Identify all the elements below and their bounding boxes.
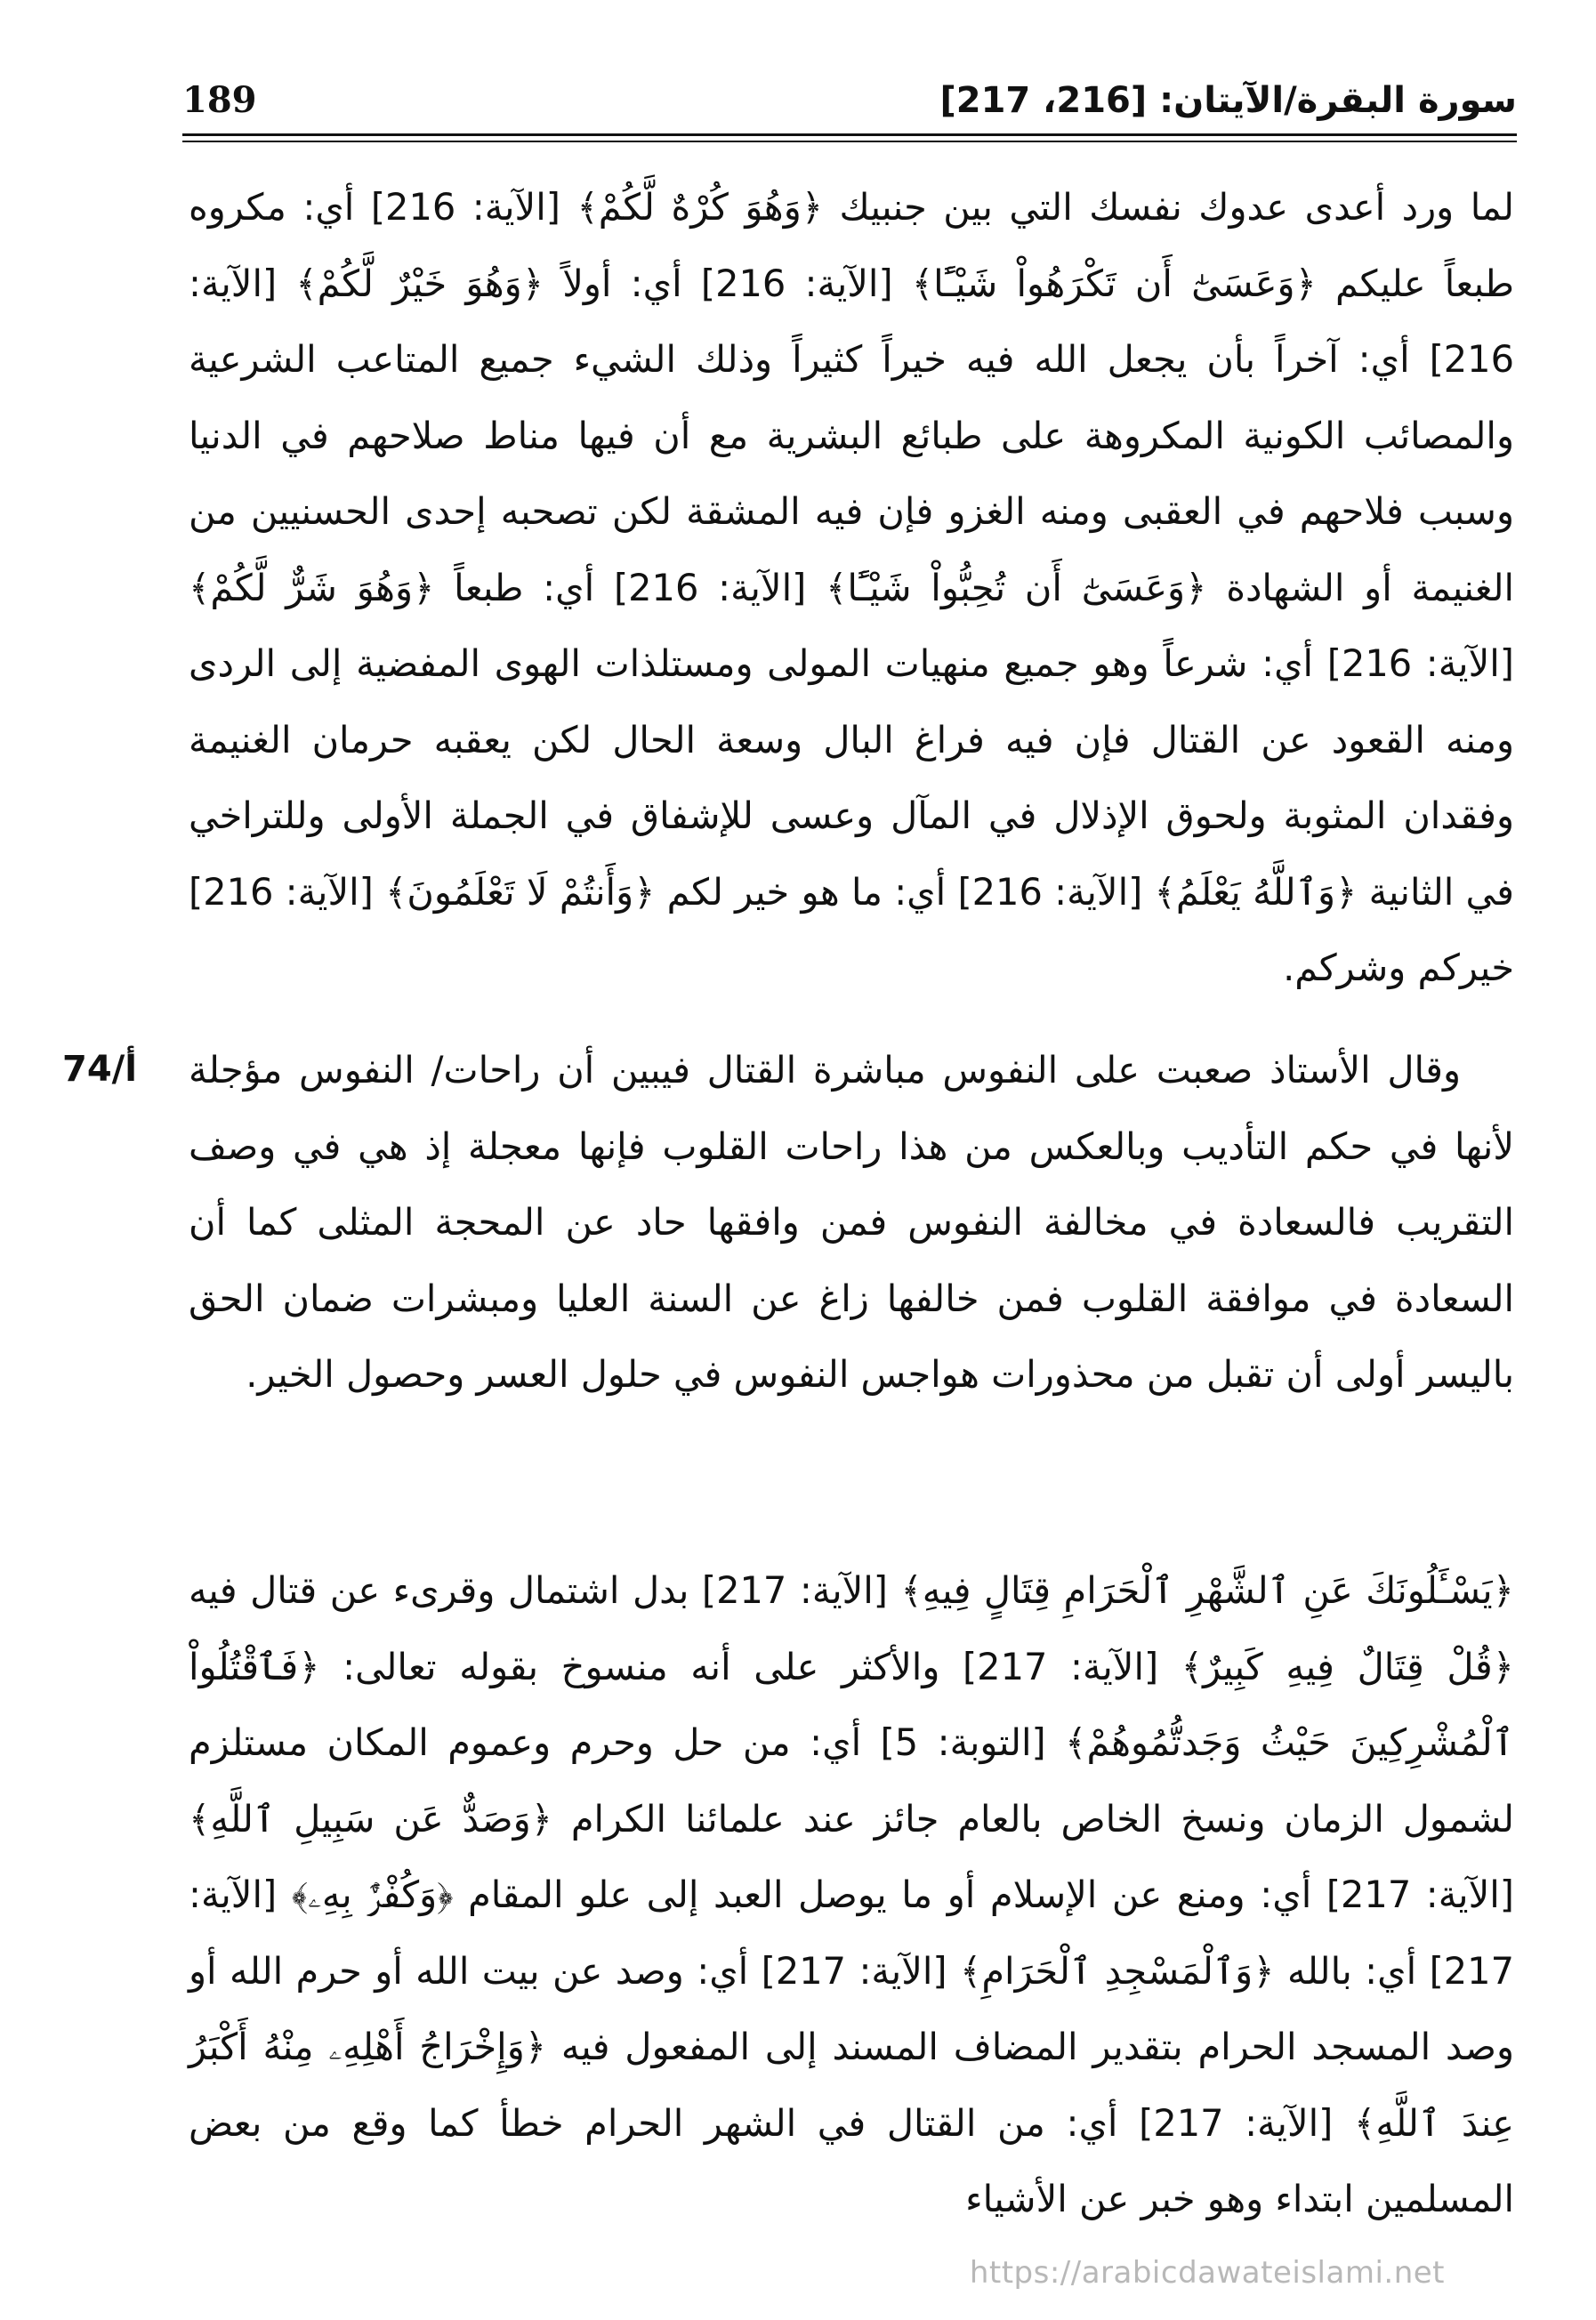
- running-head: سورة البقرة/الآيتان: [216، 217]: [939, 80, 1517, 121]
- paragraph-3: ﴿يَسْـَٔلُونَكَ عَنِ ٱلشَّهْرِ ٱلْحَرَامِ قِتَالٍ فِيهِ﴾ [الآية: 217] بدل اشتمال وقرىء عن قتال فيه ﴿قُلْ قِتَالٌ فِيهِ كَبِيرٌ﴾ [الآية: 217] والأكثر على أنه منسوخ بقوله تعالى: ﴿فَٱقْتُلُواْ ٱلْمُشْرِكِينَ حَيْثُ وَجَدتُّمُوهُمْ﴾ [التوبة: 5] أي: من حل وحرم وعموم المكان مستلزم لشمول الزمان ونسخ الخاص بالعام جائز عند علمائنا الكرام ﴿وَصَدٌّ عَن سَبِيلِ ٱللَّهِ﴾ [الآية: 217] أي: ومنع عن الإسلام أو ما يوصل العبد إلى علو المقام ﴿وَكُفْرٌۢ بِهِۦ﴾ [الآية: 217] أي: بالله ﴿وَٱلْمَسْجِدِ ٱلْحَرَامِ﴾ [الآية: 217] أي: وصد عن بيت الله أو حرم الله أو وصد المسجد الحرام بتقدير المضاف المسند إلى المفعول فيه ﴿وَإِخْرَاجُ أَهْلِهِۦ مِنْهُ أَكْبَرُ عِندَ ٱللَّهِ﴾ [الآية: 217] أي: من القتال في الشهر الحرام خطأ كما وقع من بعض المسلمين ابتداء وهو خبر عن الأشياء: [189, 1568, 1514, 2220]
- watermark-url: https://arabicdawateislami.net: [969, 2255, 1445, 2291]
- header-rule-thick: [182, 133, 1517, 136]
- page-header: [182, 69, 1517, 132]
- paragraph-2: وقال الأستاذ صعبت على النفوس مباشرة القتال فيبين أن راحات/ النفوس مؤجلة لأنها في حكم التأديب وبالعكس من هذا راحات القلوب فإنها معجلة إذ هي في وصف التقريب فالسعادة في مخالفة النفوس فمن وافقها حاد عن المحجة المثلى كما أن السعادة في موافقة القلوب فمن خالفها زاغ عن السنة العليا ومبشرات ضمان الحق باليسر أولى أن تقبل من محذورات هواجس النفوس في حلول العسر وحصول الخير.: [189, 1048, 1514, 1396]
- paragraph-1: لما ورد أعدى عدوك نفسك التي بين جنبيك ﴿وَهُوَ كُرْهٌ لَّكُمْ﴾ [الآية: 216] أي: مكروه طبعاً عليكم ﴿وَعَسَىٰٓ أَن تَكْرَهُواْ شَيْـًٔا﴾ [الآية: 216] أي: أولاً ﴿وَهُوَ خَيْرٌ لَّكُمْ﴾ [الآية: 216] أي: آخراً بأن يجعل الله فيه خيراً كثيراً وذلك الشيء جميع المتاعب الشرعية والمصائب الكونية المكروهة على طبائع البشرية مع أن فيها مناط صلاحهم في الدنيا وسبب فلاحهم في العقبى ومنه الغزو فإن فيه المشقة لكن تصحبه إحدى الحسنيين من الغنيمة أو الشهادة ﴿وَعَسَىٰٓ أَن تُحِبُّواْ شَيْـًٔا﴾ [الآية: 216] أي: طبعاً ﴿وَهُوَ شَرٌّ لَّكُمْ﴾ [الآية: 216] أي: شرعاً وهو جميع منهيات المولى ومستلذات الهوى المفضية إلى الردى ومنه القعود عن القتال فإن فيه فراغ البال وسعة الحال لكن يعقبه حرمان الغنيمة وفقدان المثوبة ولحوق الإذلال في المآل وعسى للإشفاق في الجملة الأولى وللتراخي في الثانية ﴿وَٱللَّهُ يَعْلَمُ﴾ [الآية: 216] أي: ما هو خير لكم ﴿وَأَنتُمْ لَا تَعْلَمُونَ﴾ [الآية: 216] خيركم وشركم.: [189, 185, 1515, 989]
- page-number: 189: [182, 79, 257, 121]
- header-rule-thin: [182, 141, 1517, 142]
- manuscript-folio-note: 74/أ: [62, 1049, 137, 1090]
